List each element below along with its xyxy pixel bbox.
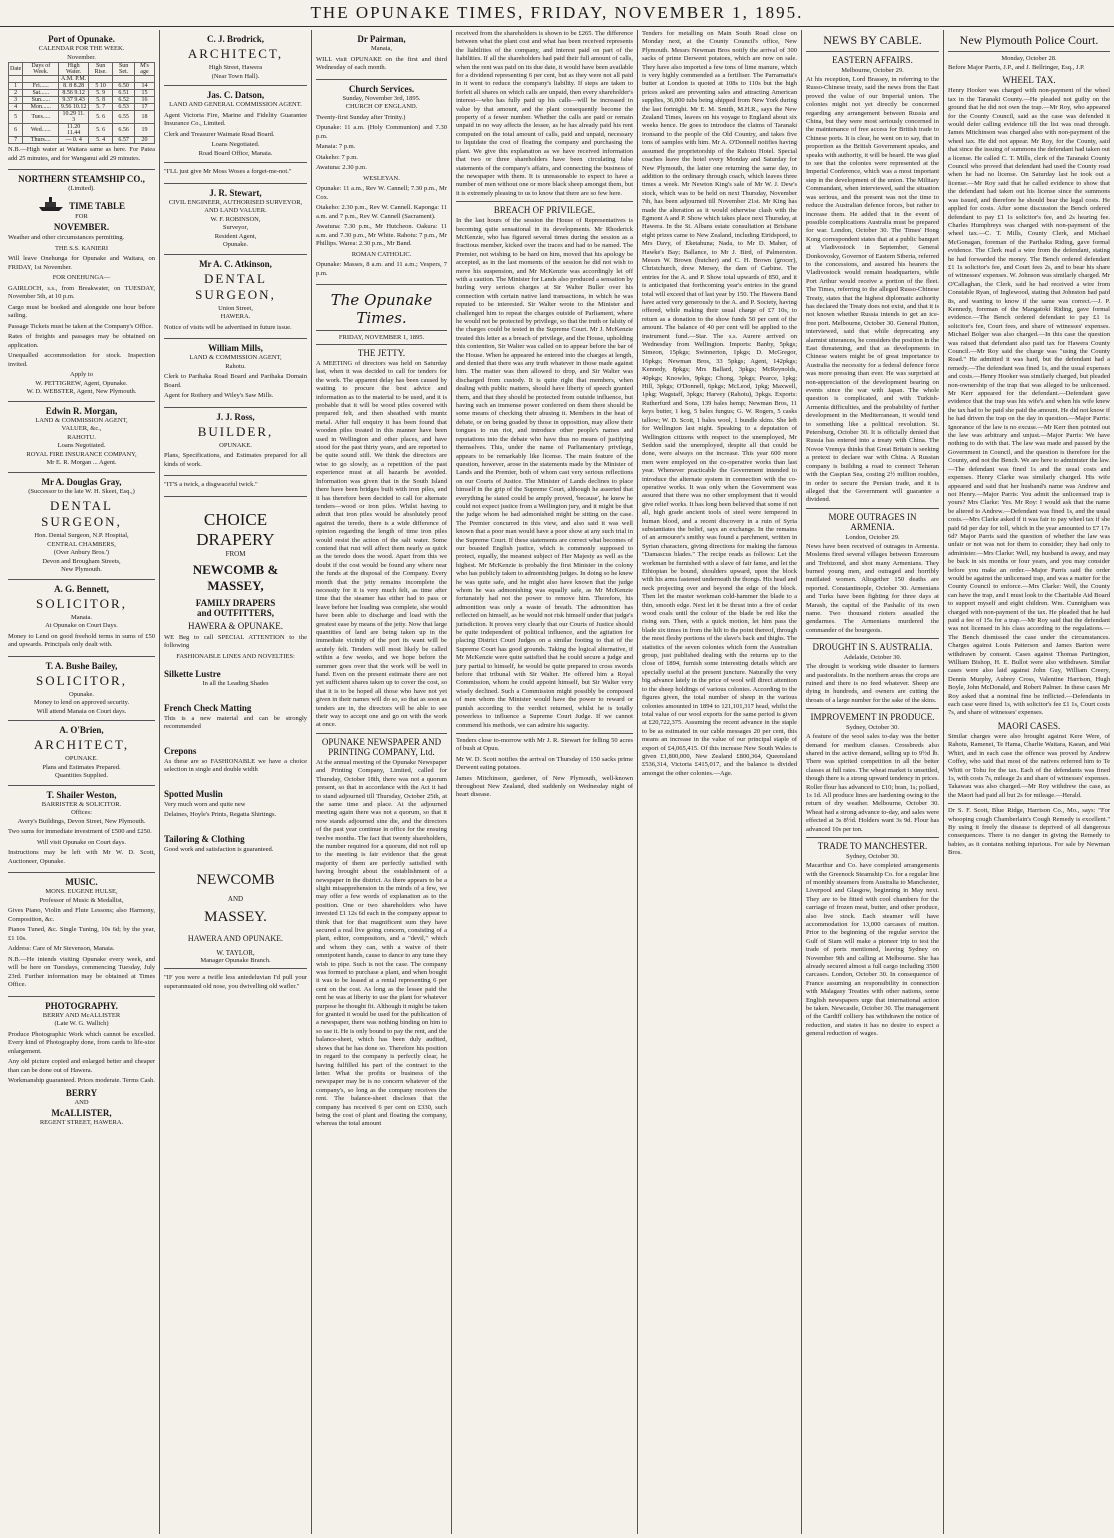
calendar-cell: 17 <box>134 104 154 111</box>
ad-line: HAWERA. <box>220 313 251 320</box>
armenia-title: MORE OUTRAGES IN ARMENIA. <box>828 511 917 532</box>
calendar-cell: 6.55 <box>113 111 135 124</box>
calendar-header: Date <box>9 63 23 76</box>
dateline: Sydney, October 30. <box>845 853 899 861</box>
ad-line: W. F. ROBINSON, <box>210 215 261 223</box>
calendar-cell: 5. 8 <box>88 97 112 104</box>
calendar-cell: 20 <box>134 137 154 144</box>
divider <box>316 344 447 345</box>
calendar-cell: Sat...... <box>23 90 59 97</box>
breach-article: In the last hours of the session the House of Representatives is becoming quite sensational in its developments. Mr Rhoderick McKenzie, who has figured several times during the session as a fractious member, kicked over the traces and had to be named. The Premier, not wishing to be hard on him, moved that his apology be accepted, as in the last moments of the session he did not wish to move his suspension, and Mr McKenzie was accordingly let off with a caution. The Minister for Lands also produced a sensation by hurling very serious charges at Sir Walter Buller over his connection with certain native land transactions, in which he was reputed to be interested. Sir Walter wrote to the Minister and challenged him to repeat the charges outside of Parliament, where he would not be protected by privilege, so that the truth or falsity of the charges could be tested in the Supreme Court. Mr J. McKenzie treated this letter as a breach of privilege, and the House, upholding this contention, Sir Walter was called on to appear before the bar of the House. When he appeared he entered into the charges at length, and denied that there was any truth whatever in those made against him. The matter was then allowed to drop, and Sir Walter was discharged from custody. It is quite right that members, when dealing with public matters, should have liberty of speech granted them, and that they should be protected from outside influence, but having such an immense power conferred on them there should be some means of checking their abusing it. Members in the heat of debate, or on being goaded by those in opposition, may allow their tongues to run riot, and introduce other people's names and reputations into the debate who have thus no means of justifying themselves. This, under the name of Parliamentary privilege, appears to be remarkably like license. The main feature of the question, however, arose in the statements made by the Minister of Lands and the Premier, both of whom cast very serious reflections on our Courts of Justice. The Minister of Lands declines to place himself in the grip of the Supreme Court, although he asserted that everything he stated could be amply proved, 'because', he knew he could not expect justice from a Wellington jury, and it might be that the judge whom he had admonished might be sitting on the case. The Premier concurred in this view, and also said it was well known that a poor man would have a poor show at any such trial in the Supreme Court. If these statements are correct what becomes of our boasted English justice, which is commonly supposed to protect, equally, the meanest subject of Her Majesty as well as the highest. Mr McKenzie is probably the first Minister in the colony who has publicly taken to admonishing judges. In doing so he knew he was quite safe, and he might also have known that the judge whom he was admonishing was equally safe, as Mr McKenzie fortunately had not the power to remove him. Therefore, his admonition was only a waste of breath. The admonition has reflected on himself, as he would not risk himself under that judge's jurisdiction. It proves very clearly that our Courts of Justice should be quite independent of political influence, and the agitation for placing District Court Judges on a similar footing to that of the Supreme Court has good grounds. Taking the logical alternative, if Mr McKenzie were quite satisfied that he could secure a judge and jury partial to himself, he would be quite prepared to cross swords before that tribunal with Sir Walter. He offered him a Royal Commission, whom he could appoint himself, but Sir Walter very wisely declined. Such a Commission might possibly be composed of men whom the Minister would have the power to reward or punish according to the verdict returned, whilst he is totally powerless to influence a Supreme Court Judge. If we cannot commend his methods, we can admire his sagacity. <box>456 217 633 729</box>
table-row <box>9 137 155 144</box>
local-news: Tenders for metalling on Main South Road close on Monday next, at the County Council's office, New Plymouth. Messrs Newman Bros notify the arrival of 300 sacks of prime Derwent potatoes, which are now on sale. They have also imported a few tons of lime manure, which is very highly commended as a fertiliser. The Parramatta's butter at London is quoted at 108s to 110s but the high prices asked are preventing sales and attracting American supplies, 36,000 tubs being shipped from New York during the last fortnight. Mr E. M. Smith, M.H.R., says the New Zealand Times, leaves on his voyage to England about six weeks hence. He goes to introduce the claims of Taranaki ironsand to the people of the Old Country, and takes five tons of samples with him. Mr A. O'Donnell notifies having assumed the proprietorship of the Rahotu Hotel. Special coaches leave the hotel every Monday and Saturday for New Plymouth, the latter one returning the same day, in addition to the ordinary through coach, which leaves three times a week. Mr Newton King's sale of Mr W. J. Dew's stock, which was to be held on next Thursday, November 7th, has been adjourned till November 21st. Mr King has made the alteration as it would otherwise clash with the Egmont A and P. Show which takes place next Thursday, at Hawera. In the St. Albans estate consultation at Brisbane eight prizes came to New Zealand, including Eiridspord, to Mrs Davy, of Eketahuna; Nada, to Mr D. Maher, of Hawke's Bay; Ballance, to Mr J. Bird, of Palmerston. Messrs W. Brown (butcher) and C. H. Brown (grocer), Christchurch, drew Mersey, the dam of Carbine. The entries for the A. and P. Show total upwards of 850, and it is anticipated that forthcoming year's entries in the grand total will exceed that of last year by 150. The Hawera Band have acted very generously to the A. and P. Society, having offered, while making their usual charge of £7 10s, to return as a donation to the show funds 50 per cent of the amount. The balance of 40 per cent will be applied to the instrument fund.—Star. The s.s. Aurere arrived on Wednesday from Wellington. Imports: Banby, 5pkgs; Simeon, 15pkgs; Swinnerton, 1pkgs; D. McGregor, 16pkgs; Newman Bros, 33 5pkgs; Agent, 142pkgs; Kennedy, 8pkgs; Mrs Ballard, 3pkgs; McReynolds, 40pkgs; Knowles, 9pkgs; Chong, 3pkgs; Pearce, 1pkg; Hill, 3pkgs; O'Donnell, 6pkgs; McLeod, 1pkg; Maxwell, 1pkg; Wagstaff, 3pkgs; Harvey (Rahotu), 3pkgs. Exports: Rutherfurd and Sons, 139 bales hemp; Newman Bros, 11 keys butter, 1 keg, 5 bales fungus; G. W. Rogers, 5 casks tallow; W. D. Scott, 1 bales wool, 1 bundle skins. She left for Wellington last night. Speaking to a deputation of Wellington citizens with respect to the unemployed, Mr Seddon said the unemployed, despite all that could be done, were always on the increase. This year 600 more men were employed on the co-operative works than last year. Whenever practicable the Government intended to introduce the alternate system in connection with the co-operative works. It was only when the Government was assured that there was no other employment that it would give relief works. It has long been believed that some if not all, high grade ancient tools of steel were tempered in human blood, and a recent discovery in a ruin of Syria substantiates the belief, says an exchange. In the remains of an armourer's smithy was found a parchment, written in Syrian characters, giving directions for making the famous "Damascus blades." The recipe reads as follows: Let the workman be furnished with a slave of fair fame, and let the Ethiopian be bound, shoulders upward, upon the block with his arms fastened underneath the thongs. His head and neck projecting over and beyond the edge of the block. Then let the master workman cold-hammer the blade to a thin, smooth edge. Next let it be thrust into a fire of cedar wood coals until the colour of the blade be red like the rising sun. Then, with a quick motion, let him pass the blade six times in from the hilt to the point thereof, through the most fleshy portions of the slave's back and thighs. The statistics of the seven colonies which form the Australian group, just published dealing with the returns up to the close of 1894, furnish some interesting details which are specially useful at the present juncture. Naturally the very big advance lately in the price of wool will direct attention to the sheep holdings of various colonies. According to the figures given, the total number of sheep in the various colonies amounted in 1894 to 121,101,317 head, whilst the total value of our wool exports for the same period is given at £20,722,375. Assuming the recent advance in the staple to be as estimated in our cable messages 20 per cent, this means an increase in the value of our principal staple of export of £4,065,415. Of this increase New South Wales is given £1,800,000, New Zealand £800,364, Queensland £536,314, Victoria £415,017, and the balance is divided amongst the other colonies.—Age. <box>642 30 797 777</box>
nsc-line: Cargo must be booked and alongside one hour before sailing. <box>8 303 155 319</box>
calendar-cell: 11.20 11.44 <box>59 124 89 137</box>
divider <box>806 508 939 509</box>
bennett-ad <box>8 580 155 657</box>
column-7 <box>944 30 1114 1534</box>
ad-line: High Street, Hawera <box>208 64 263 71</box>
calendar-cell: 15 <box>134 90 154 97</box>
divider <box>806 638 939 639</box>
nsc-timetable: TIME TABLE <box>69 200 126 211</box>
newcomb-massey-ad <box>164 497 307 970</box>
ad-line: Professor of Music & Medallist, <box>39 896 124 904</box>
calendar-cell: 9.56 10.12 <box>59 104 89 111</box>
ad-line: McALLISTER, <box>51 1108 112 1118</box>
column-3 <box>312 30 452 1534</box>
ad-line: Very much worn and quite new <box>164 800 246 808</box>
calendar-cell: 16 <box>134 97 154 104</box>
steamship-icon <box>38 196 64 212</box>
calendar-cell: 8. 8 8.28 <box>59 83 89 90</box>
ad-line: Any old picture copied and enlarged better and cheaper than can be done out of Hawera. <box>8 1058 155 1074</box>
ad-line: "IF you were a twifle less antedeluvian I'd pull your superannuated old nose, you dwivelling old wafler." <box>164 974 307 990</box>
port-title: Port of Opunake. <box>48 34 115 44</box>
calendar-header: Sun Set. <box>113 63 135 76</box>
ad-line: Money to Lend on good freehold terms in sums of £50 and upwards. Principals only dealt with. <box>8 632 155 648</box>
ad-line: LAND & COMMISSION AGENT, <box>35 416 128 424</box>
ad-line: Crepons <box>164 745 197 756</box>
printing-company-continued: received from the shareholders is shown to be £265. The difference between what the plant cost and what has been received represents the liabilities of the company, and interest paid on part of the liabilities. If all the shareholders had paid their full amount of calls, when the rent was paid on its due date, it would have been available for a dividend representing 6 per cent, but as they were not all paid in it went to reduce the company's liability. If steps are taken to forfeit all shares on which calls are unpaid, then every shareholder's interest—who has fully paid up his calls—will be increased in value by that amount, and the plant consequently become the property of a fewer number. Whether the calls are paid or remain unpaid in no way affects the lessee, as he has already paid his rent computed on the total amount of calls, paid and unpaid, necessary to liquidate the cost of floating the company and purchasing the plant. We give this explanation as we have received information that two or three shareholders have been circulating false statements of the company's affairs, and connecting the business of the newspaper with them. It is unreasonable to expect to have a number of men without one or more black sheep amongst them, but it is extremely pleasing to us to know that there are so few here. <box>456 30 633 197</box>
ad-line: and OUTFITTERS, <box>196 607 275 618</box>
antedeluvian-notice <box>164 969 307 997</box>
dateline: Melbourne, October 29. <box>841 67 904 74</box>
column-5 <box>638 30 802 1534</box>
ad-line: Instructions may be left with Mr W. D. Scott, Auctioneer, Opunake. <box>8 849 155 865</box>
armenia-article: News have been received of outrages in Armenia. Moslems fired several villages between Erzeroum and Trebizond, and shot many Armenians. They burned young men, and outraged and horribly mutilated women. Altogether 150 deaths are reported. Constantinople, October 30. Armenians and Turks have been fighting for three days at Marash, the capital of the Pashalic of its own name. Two thousand rioters assailed the gendarmes. The Armenians murdered the commander of the bourgeois. <box>806 542 939 634</box>
bailey-ad <box>8 657 155 722</box>
ad-line: OPUNAKE. <box>219 441 252 449</box>
masthead-title: THE OPUNAKE TIMES, FRIDAY, NOVEMBER 1, 1895. <box>310 3 804 22</box>
ad-line: BARRISTER & SOLICITOR. <box>41 800 122 808</box>
ad-name: William Mills, <box>208 343 263 353</box>
produce-title: IMPROVEMENT IN PRODUCE. <box>810 712 935 723</box>
nsc-month: NOVEMBER. <box>53 222 110 232</box>
ad-line: ROYAL FIRE INSURANCE COMPANY, <box>26 450 137 458</box>
weston-ad <box>8 786 155 874</box>
ad-line: "I'LL just give Mr Moss Woses a forget-me-not." <box>164 168 292 175</box>
ad-line: (Over Anbury Bros.') <box>53 549 110 556</box>
local-note: James Mitchinson, gardener, of New Plymouth, well-known throughout New Zealand, died suddenly on Wednesday night of heart disease. <box>456 774 633 799</box>
ad-line: Devon and Brougham Streets, <box>42 557 121 565</box>
calendar-cell: Thurs.... <box>23 137 59 144</box>
ad-line: Hon. Dental Surgeon, N.P. Hospital, <box>34 532 129 539</box>
table-row <box>9 83 155 90</box>
table-row <box>9 97 155 104</box>
ad-line: Money to lend on approved security. <box>33 699 130 706</box>
ad-line: W. TAYLOR, <box>216 949 255 957</box>
calendar-cell: 18 <box>134 111 154 124</box>
ad-line: NEWCOMB <box>196 872 275 888</box>
ad-line: Pianos Tuned, &c. Single Tuning, 10s 6d; by the year, £1 10s. <box>8 926 155 942</box>
ad-line: Clerk to Parihaka Road Board and Parihaka Domain Board. <box>164 373 307 389</box>
nsc-line: GAIRLOCH, s.s., from Breakwater, on TUESDAY, November 5th, at 10 p.m. <box>8 284 155 300</box>
ad-name: Jas. C. Datson, <box>206 90 265 100</box>
ad-line: Offices: <box>71 809 92 816</box>
ad-line: WILL visit OPUNAKE on the first and third Wednesday of each month. <box>316 55 447 71</box>
ad-line: This is a new material and can be strongly recommended <box>164 714 307 730</box>
calendar-title: CALENDAR FOR THE WEEK. <box>38 45 125 52</box>
ad-name: T. A. Bushe Bailey, <box>45 660 118 671</box>
calendar-note: N.B.—High water at Waitara same as here. For Patea add 25 minutes, and for Wanganui add 29 minutes. <box>8 146 155 162</box>
drought-title: DROUGHT IN S. AUSTRALIA. <box>812 642 933 653</box>
ad-line: BERRY AND McALLISTER <box>42 1011 121 1019</box>
northern-steamship-ad <box>8 170 155 402</box>
ad-line: Manaia: 7 p.m. <box>316 143 356 150</box>
ad-line: Otakeho: 2.30 p.m., Rev W. Cannell. Kaponga: 11 a.m. and 7 p.m., Rev W. Cannell (Sacrament). <box>316 204 447 220</box>
maori-cases-article: Similar charges were also brought against Kere Were, of Rahotu, Ramenei, Te Hama, Charlie Waitara, Kaean, and Wai Whiri, and in each case the offence was proved by Andrew Coffey, who said that most of the natives referred him to Te Whiti or Tohu for the tax. Each of the defendants was fined 1s, with costs 7s, mileage 2s and share of witnesses' expenses. Takawau was also charged.—Mr Roy withdrew the case, as the Maori had paid all but 2s for mileage.—Herald. <box>948 732 1110 799</box>
column-1 <box>4 30 160 1534</box>
ad-line: Mr E. R. Morgan ... Agent. <box>46 459 117 466</box>
calendar-cell: 19 <box>134 124 154 137</box>
ad-line: Manager Opunake Branch. <box>200 957 271 964</box>
newspaper-nameplate: The Opunake Times. <box>330 291 433 327</box>
ship-row <box>8 194 155 213</box>
calendar-cell: 6.51 <box>113 90 135 97</box>
jetty-title: THE JETTY. <box>357 348 406 358</box>
ad-line: Road Board Office, Manaia. <box>198 149 273 157</box>
calendar-cell: 5. 6 <box>88 124 112 137</box>
ad-line: Silkette Lustre <box>164 669 221 679</box>
ad-line: DENTAL SURGEON, <box>41 498 122 529</box>
calendar-cell: 6.53 <box>113 104 135 111</box>
ad-line: AND <box>74 1098 89 1106</box>
church-services <box>316 80 447 286</box>
calendar-table <box>8 62 155 144</box>
ad-line: Twenty-first Sunday after Trinity.) <box>316 113 406 121</box>
ad-line: Manaia, <box>370 45 393 52</box>
ad-line: Good work and satisfaction is guaranteed. <box>164 845 274 853</box>
ad-line: LAND & COMMISSION AGENT, <box>189 354 282 361</box>
calendar-cell: 2 <box>9 90 23 97</box>
nsc-line: W. D. WEBSTER, Agent, New Plymouth. <box>26 388 137 395</box>
ad-name: A. G. Bennett, <box>54 583 109 594</box>
eastern-affairs-title: EASTERN AFFAIRS. <box>832 55 913 65</box>
divider <box>316 330 447 331</box>
calendar-cell: 10.29 11. 3 <box>59 111 89 124</box>
ad-name: PHOTOGRAPHY. <box>45 1000 118 1011</box>
ad-line: Agent Victoria Fire, Marine and Fidelity Guarantee Insurance Co., Limited. <box>164 111 307 127</box>
calendar-cell: 5. 9 <box>88 90 112 97</box>
calendar-cell: — 0. 4 <box>59 137 89 144</box>
dateline: Sydney, October 30. <box>845 724 899 732</box>
ad-name: C. J. Brodrick, <box>206 34 265 44</box>
nsc-line: FOR ONEHUNGA— <box>52 274 111 281</box>
ad-line: ARCHITECT, <box>187 46 284 61</box>
ad-line: CHOICE <box>203 509 268 529</box>
ad-line: LAND AND GENERAL COMMISSION AGENT. <box>169 101 302 108</box>
ad-name: Mr A. C. Atkinson, <box>199 258 272 269</box>
ad-line: SOLICITOR, <box>36 595 127 611</box>
table-row <box>9 104 155 111</box>
nsc-for: FOR <box>75 212 88 220</box>
ad-line: (Successor to the late W. H. Skeet, Esq.,) <box>28 487 135 495</box>
ad-line: Clerk and Treasurer Waimate Road Board. <box>164 130 275 138</box>
calendar-subheader <box>113 76 135 83</box>
ad-line: AND <box>227 895 244 903</box>
calendar-cell: 5 <box>9 111 23 124</box>
ad-line: Manaia. <box>70 613 93 621</box>
news-by-cable-title: NEWS BY CABLE. <box>823 33 922 47</box>
calendar-subheader <box>23 76 59 83</box>
ad-name: Edwin R. Morgan, <box>45 405 118 416</box>
ad-line: MONS. EUGENE HULSE, <box>45 888 118 895</box>
datson-ad <box>164 86 307 163</box>
bench-line: Before Major Parris, J.P., and J. Bellringer, Esq., J.P. <box>948 64 1085 71</box>
calendar-cell: 6.56 <box>113 124 135 137</box>
nsc-line: Passage Tickets must be taken at the Company's Office. <box>8 322 153 330</box>
ad-line: Will attend Manaia on Court days. <box>36 707 127 715</box>
calendar-month: November. <box>67 53 96 61</box>
ad-line: Notice of visits will be advertised in future issue. <box>164 323 292 331</box>
ad-name: T. Shailer Weston, <box>46 789 117 800</box>
calendar-header: M's age <box>134 63 154 76</box>
printing-company-title: OPUNAKE NEWSPAPER AND PRINTING COMPANY, Ltd. <box>321 736 442 757</box>
ad-line: Opunake: Masses, 8 a.m. and 11 a.m.; Vespers, 7 p.m. <box>316 261 447 277</box>
divider <box>806 837 939 838</box>
table-row <box>9 124 155 137</box>
divider <box>806 51 939 52</box>
calendar-cell: 14 <box>134 83 154 90</box>
ad-line: BERRY <box>65 1087 98 1098</box>
calendar-subheader <box>88 76 112 83</box>
ad-line: Opunake. <box>222 241 249 248</box>
stewart-ad <box>164 184 307 255</box>
ad-line: Spotted Muslin <box>164 788 223 799</box>
ad-line: Plans, Specifications, and Estimates prepared for all kinds of work. <box>164 452 307 468</box>
dateline: London, October 29. <box>845 533 900 541</box>
ad-line: CENTRAL CHAMBERS, <box>47 540 116 548</box>
ad-line: DRAPERY <box>196 529 275 549</box>
wheel-tax-title: WHEEL TAX. <box>1002 75 1056 86</box>
wheel-tax-article: Henry Hooker was charged with non-payment of the wheel tax in the Taranaki County.—He pleaded not guilty on the ground that he did not own the trap.—Mr Roy, who appeared for the County Council, said as the case was defended it would defer calling evidence till the list was read through. James Mitchinson was charged also with non-payment of the wheel tax. He did not appear. Mr Roy, for the County, said that since the issuing of summons the defendant had taken out a license. He called C. T. Mills, clerk of the Taranaki County Council who proved that defendant had used the County road when he had no license. On Saturday last he took out a license.—Mr Roy said that he called evidence to show that the defendant had taken out his license since the summons was issued, and therefore he should bear the legal costs. He applied for costs. After some discussion the Bench ordered defendant to pay £1 1s solicitor's fee, and 2s hearing fee. Charles Humphreys was charged with non-payment of the wheel tax.—C. T. Mills, County Clerk, and Michael McGonagan, foreman of the Parihaka Riding, gave formal evidence. The Clerk read a wire from the defendant, stating he had forwarded the money. The Bench ordered defendant £1 1s solicitor's fee, and Court fees 2s, and to bear his share of witnesses' expenses. W. Johnson was similarly charged. Mr O'Callaghan, the Clerk, said he had received a wire from Constable Ryan, of Inglewood, stating that Johnston had paid 8s, and wanting to know if the same was correct.—J. P. Kennedy, foreman of the Mangatoki Riding, gave formal evidence.—The Bench ordered defendant to pay £1 1s solicitor's fee, Court fees, and share of witnesses' expenses. Michael Bolger was also charged.—In this case the question was raised that defendant also paid tax for Hawera County Council.—Mr Roy said the charge was "using the County Road." He admitted it was hard, but the defendant had a remedy.—The defendant was fined 1s, and the usual expenses and costs.—Henry Hooker was similarly charged, but pleaded non-ownership of the trap that was alleged to be unlicensed. Mr Kerr appeared for the defendant.—Defendant gave evidence that the trap was his wife's and when his wife knew the tax had to be paid she paid the amount. He did not know if he had driven the trap on the day in question.—Major Parris: Ignorance of the law is no excuse.—Mr Kerr then pointed out the law was arbitrary and unjust.—Major Parris: We have nothing to do with that. The law was made and passed by the Government in Council, and the question is therefore for the County, and not the Bench. We are here to administer the law.—The defendant was fined 1s and the usual costs and expenses. Henry Clarke was similarly charged. His wife appeared and said that her husband's name was Andrew and not Henry.—Major Parris: You admit the unlicensed trap is yours? Mrs Clarke: Yes. Mr Roy: I would ask that the name be altered to Andrew.—Defendant was fined 1s, and the usual costs.—Mrs Clarke asked if it was fair to pay wheel tax if she paid 6d per day for toll, which in the year amounted to £7 17s 6d? Major Parris said the question of whether the law was unfair or not was not for them to consider; they had only to administer.—Mrs Clarke: Well, my husband is away, and may be back in six months or four years, and you may consider before you make an order.—Major Parris said the order would be against the unlicensed trap, and was a matter for the County Council to enforce.—Mrs Clarke: Well, the County can have the trap, and I must look to the Charitable Aid Board to support myself and eight children. Wm. Cunnigham was charged with non-payment of the tax. He pleaded that he had paid a fee of 15s for a trap.—Mr Roy said that the defendant was not licensed in his class according to the regulations.—The Bench dismissed the case under the circumstances. Charges against Louis Patterson and James Barton were withdrawn by consent. Cases against Thomas Partington, William Bishop, H. E. Bullot were also withdrawn. Similar cases were also laid against John Guy, William Creery, Dennis Murphy, Aubrey Cross, Valentine Harrison, Hugh Boyle, John McDonald, and Robert Palmer. In these cases Mr Roy asked that a nominal fine be inflicted.—Defendants in each case were fined 1s, with solicitor's fee £1 1s, Court costs 7s, and share of witnesses' expenses. <box>948 87 1110 717</box>
ad-line: Tailoring & Clothing <box>164 833 245 844</box>
nsc-line: Rates of freights and passages may be obtained on application. <box>8 333 155 349</box>
port-calendar <box>8 30 155 170</box>
ad-line: VALUER, &c., <box>61 425 102 432</box>
ad-line: (Near Town Hall). <box>211 72 260 80</box>
ad-name: Dr Pairman, <box>357 34 406 44</box>
calendar-header: Sun Rise. <box>88 63 112 76</box>
atkinson-ad <box>164 255 307 340</box>
local-note: Mr W. D. Scott notifies the arrival on Thursday of 150 sacks prime Derwent eating potatoes. <box>456 755 633 772</box>
ad-line: Loans Negotiated. <box>57 442 106 449</box>
column-6 <box>802 30 944 1534</box>
calendar-cell: 6.50 <box>113 83 135 90</box>
ad-line: SOLICITOR, <box>36 672 127 688</box>
breach-title: BREACH OF PRIVILEGE. <box>493 205 596 216</box>
calendar-subheader <box>134 76 154 83</box>
dateline: Adelaide, October 30. <box>843 654 902 662</box>
ad-line: Will visit Opunake on Court days. <box>37 838 126 846</box>
nsc-line: W. PETTIGREW, Agent, Opunake. <box>35 379 128 387</box>
nsc-title: NORTHERN STEAMSHIP CO., <box>18 174 145 184</box>
ad-line: N.B.—He intends visiting Opunake every week, and will be here on Tuesdays, commencing Tuesday, July 23rd. Further information may be obtained at Times Office. <box>8 955 155 988</box>
ad-line: Opunake: 11 a.m. (Holy Communion) and 7.30 p.m. <box>316 124 447 140</box>
local-note: Tenders close to-morrow with Mr J. R. Stewart for felling 50 acres of bush at Opuu. <box>456 736 633 753</box>
calendar-cell: 6 <box>9 124 23 137</box>
ad-line: In all the Leading Shades <box>202 680 269 687</box>
ad-line: BUILDER, <box>197 423 274 439</box>
ad-line: Avery's Buildings, Devon Street, New Plymouth. <box>17 817 146 825</box>
ad-line: Two sums for immediate investment of £500 and £250. <box>8 828 152 835</box>
ad-line: MASSEY. <box>204 909 267 925</box>
masthead <box>0 0 1114 27</box>
ad-line: Rahotu. <box>225 362 246 370</box>
ad-line: HAWERA AND OPUNAKE. <box>187 934 284 943</box>
calendar-cell: Fri...... <box>23 83 59 90</box>
ad-line: Surveyor, <box>222 224 249 231</box>
calendar-cell: 5. 6 <box>88 111 112 124</box>
police-court-title: New Plymouth Police Court. <box>959 33 1099 47</box>
eastern-affairs-article: At his reception, Lord Brassey, in referring to the Russo-Chinese treaty, said the news from the East proved the value of our Imperial union. The colonies might not yet directly be concerned regarding any arrangement between Russia and China, but they were most seriously concerned in the maintenance of free access for British trade to Chinese ports. It is clear, he went on to say, that in proportion as the British Government speaks, and speaks with authority, it will be heard. He was glad to see that the colonies were represented at the Imperial Conference, which was a most important step in the development of the union. The Military Commandant, when interviewed, said the situation was serious, and the present was not the time to reduce the Australian defence forces, but rather to increase them. He added that in the event of possible complications Australia must be prepared for war. London, October 30. The Times' Hong Kong correspondent states that at a public banquet at Vladivostock in September, General Donkovosky, Governor of Eastern Siberia, referred to the concessions, and assured his hearers the Vladivostock would remain headquarters, while Port Arthur would receive a portion of the fleet. The Times, referring to the alleged Russo-Chinese Treaty, states that the highest diplomatic authority has declared the Treaty does not exist, and that it is not known whether Russia intends to get an ice-free port. Melbourne, October 30. General Hutton, interviewed, said that while deprecating any alarmist utterances, he considers the position in the East threatening, and that as developments in Chinese waters might be of great importance to Australia the necessity for a federal defence force was more pressing than ever. He was surprised at non-appreciation of the development bearing on events since the war with Japan. The whole question is complicated, and with Turkish-Armenia difficulties, and the probability of further development in the Mediterranean, it would tend to something like a political revolution. St. Petersburg, October 30. It is officially denied that Russia has entered into a treaty with China. The Novoe Vremya thinks that Great Britain is seeking a pretext to declare war with China. A Russian company is building a road to connect Teheran with the Caspian Sea, costing 2½ million roubles, in order to secure the Persian trade, and it is alleged that the Government will guarantee a dividend. <box>806 76 939 504</box>
nsc-line: Weather and other circumstances permitting. <box>8 234 125 241</box>
nsc-limited: (Limited). <box>68 185 95 192</box>
photography-ad <box>8 997 155 1132</box>
divider <box>316 733 447 734</box>
maori-cases-title: MAORI CASES. <box>997 720 1061 731</box>
calendar-cell: 3 <box>9 97 23 104</box>
moss-notice <box>164 163 307 184</box>
ad-line: ROMAN CATHOLIC. <box>351 250 412 258</box>
brodrick-ad <box>164 30 307 86</box>
drought-article: The drought is working wide disaster to farmers and pastoralists. In the northern areas the crops are ruined and there is no feed whatever. Sheep are dying in hundreds, and owners are cutting the throats of a large number for the sake of the skins. <box>806 663 939 704</box>
ad-line: Loans Negotiated. <box>211 141 260 148</box>
divider <box>456 201 633 202</box>
column-4 <box>452 30 638 1534</box>
pairman-ad <box>316 30 447 80</box>
ad-line: Otakeho: 7 p.m. <box>316 153 358 161</box>
calendar-subheader <box>9 76 23 83</box>
ad-name: MUSIC. <box>65 877 98 887</box>
ad-line: Quantities Supplied. <box>54 772 109 779</box>
mills-ad <box>164 339 307 408</box>
ad-line: WESLEYAN. <box>363 174 400 182</box>
ad-line: HAWERA & OPUNAKE. <box>187 620 284 631</box>
ad-line: FROM <box>225 549 246 558</box>
table-row <box>9 111 155 124</box>
ad-name: J. R. Stewart, <box>209 187 262 198</box>
calendar-cell: Mon...... <box>23 104 59 111</box>
ad-line: FASHIONABLE LINES AND NOVELTIES: <box>176 652 295 660</box>
ad-line: RAHOTU. <box>67 433 96 441</box>
manchester-article: Macarthur and Co. have completed arrangements with the Greenock Steamship Co. for a regular line of monthly steamers from Australia to Manchester, Liverpool and Glasgow, beginning in May next. They are to be fitted with cool chambers for the carriage of frozen meat, butter, and other produce, also live stock. Each steamer will have accommodation for 13,000 carcases of mutton. Prior to the beginning of the regular service the Gulf of Siam will make a pioneer trip to test the trade of ports mentioned, leaving Sydney on November 9th and calling at Melbourne. She has already secured almost a full cargo including 3500 carcases. London, October 30. In consequence of France assuming an responsibility in connection with Malagasy Treaties with other nations, some English newspapers urge that international action be taken. Newcastle, October 30. The management of the Cardiff colliery has withdrawn the notice of reduction, and states it has no desire to expect a general reduction of wages. <box>806 862 939 1038</box>
calendar-cell: 4 <box>9 104 23 111</box>
calendar-cell: 7 <box>9 137 23 144</box>
ad-line: Opunake. <box>68 690 95 698</box>
nsc-line: Unequalled accommodation for stock. Inspection invited. <box>8 352 155 368</box>
calendar-cell: 6.57 <box>113 137 135 144</box>
manchester-title: TRADE TO MANCHESTER. <box>817 841 928 852</box>
ad-line: NEWCOMB & MASSEY, <box>192 561 279 593</box>
section-title: Church Services. <box>348 83 415 94</box>
ad-line: Address: Care of Mr Stevenson, Manaia. <box>8 945 115 952</box>
ad-line: Delaines, Hoyle's Prints, Regatta Shirtings. <box>164 811 277 818</box>
ad-line: REGENT STREET, HAWERA. <box>39 1119 124 1126</box>
ad-line: WE Beg to call SPECIAL ATTENTION to the following <box>164 633 307 649</box>
ad-line: Awatuna: 2.30 p.m. <box>316 164 367 171</box>
obrien-ad <box>8 721 155 786</box>
calendar-cell: 5. 7 <box>88 104 112 111</box>
calendar-cell: 5. 4 <box>88 137 112 144</box>
calendar-cell: Tues..... <box>23 111 59 124</box>
calendar-cell: 6.52 <box>113 97 135 104</box>
produce-article: A feature of the wool sales to-day was the better demand for medium classes. Crossbreds also shared in the active demand, selling up to 9½d lb. There was spirited competition in all the better classes at full rates. The wheat market is unsettled, though there is a strong upward tendency in prices. Roller flour has advanced to £10; bran, 1s; pollard, 1s 1d. All produce lines are hardening owing to the return of dry weather. Melbourne, October 30. Wheat had a strong advance to-day, and sales were effected at 3s 8½d. Holders want 3s 9d. Flour has advanced 10s per ton. <box>806 733 939 833</box>
nsc-line: Apply to <box>70 371 93 378</box>
ad-line: Union Street, <box>218 304 253 312</box>
divider <box>948 51 1110 52</box>
ad-line: Produce Photographic Work which cannot be excelled. Every kind of Photography done, from cards to life-size enlargement. <box>8 1030 155 1055</box>
ad-line: Opunake: 11 a.m., Rev W. Cannell; 7.30 p.m., Mr Cox. <box>316 185 447 201</box>
dateline: Monday, October 28. <box>1001 55 1057 62</box>
column-2 <box>160 30 312 1534</box>
ad-line: Resident Agent, <box>214 232 257 240</box>
ross-ad <box>164 408 307 477</box>
ad-line: Agent for Rothery and Wiley's Saw Mills. <box>164 392 274 399</box>
calendar-cell: 8.56 9.12 <box>59 90 89 97</box>
ad-line: "IT'S a twick, a disgwaceful twick." <box>164 481 258 488</box>
nsc-line: THE S.S. KANIERI <box>54 244 109 252</box>
calendar-cell: Sun...... <box>23 97 59 104</box>
ad-line: Plans and Estimates Prepared. <box>42 763 121 771</box>
ad-name: Mr A. Douglas Gray, <box>41 476 122 487</box>
calendar-cell: Wed...... <box>23 124 59 137</box>
ad-name: J. J. Ross, <box>216 411 255 422</box>
nsc-line: Will leave Onehunga for Opunake and Waitara, on FRIDAY, 1st November. <box>8 255 155 271</box>
ad-line: Awatuna: 7.30 p.m., Mr Hutcheon. Oakura: 11 a.m. and 7.30 p.m., Mr White. Rahotu: 7 p.m., Mr Phillips. Warea: 2.30 p.m., Mr Band. <box>316 223 447 247</box>
issue-date: FRIDAY, NOVEMBER 1, 1895. <box>338 334 425 341</box>
divider <box>456 733 633 734</box>
gray-ad <box>8 473 155 580</box>
calendar-cell: 1 <box>9 83 23 90</box>
ad-name: A. O'Brien, <box>59 725 104 735</box>
ad-line: Sunday, November 3rd, 1895. <box>342 94 421 102</box>
jetty-article: A MEETING of directors was held on Saturday last, when it was decided to call for tenders for the work. The apparent delay has been caused by waiting to procure the best advice and information as to the material to be used, and it is probable that it will be wood piles covered with prepared felt, and then sheathed with muntz metal. After full enquiry it has been found that wooden piles treated in this manner have been used in Wellington and other places, and have stood for the past thirty years, and are reported to be quite sound still. We think the directors are wise to go slowly, as a repetition of the past experience must at all hazards be avoided. Information was given that in the South Island there have been bridges built with iron piles, and it has therefore been decided to call for alternate tenders—wood or iron piles. Whilst having to admit that iron piles would be absolutely proof against the teredo, there is a wide difference of opinion regarding the length of time iron piles would resist the action of the salt water. Some contend that rust will affect them nearly as quick as the teredo does the wood. Apart from this we doubt if the cost would be found any where near the funds at the disposal of the Company. Every month that the jetty remains incomplete the necessity for it is very much felt, as time after time that the steamer has either had to pass or leave before her loading was complete, she would have been able to discharge and load with the greatest ease by means of the jetty. Now that large quantities of land are being taken up in the immediate vicinity of the port its want will be acutely felt. Tenders will most likely be called within a few weeks, and we hope before the summer goes over that the work will be well in hand. Even on the present estimate there are not yet sufficient shares taken up to cover the cost, so that it is to be hoped all those who have not yet given in their names will do so, so that as soon as tenders are in, the directors will be able to see their way to accept one and go on with the work at once. <box>316 360 447 729</box>
music-ad <box>8 873 155 997</box>
divider <box>806 708 939 709</box>
ad-line: As these are so FASHIONABLE we have a choice selection in single and double width <box>164 757 307 773</box>
table-row <box>9 90 155 97</box>
calendar-header: High Water. <box>59 63 89 76</box>
calendar-cell: 9.37 9.43 <box>59 97 89 104</box>
ad-line: ARCHITECT, <box>33 737 130 752</box>
calendar-header: Days of Week. <box>23 63 59 76</box>
ad-line: Workmanship guaranteed. Prices moderate. Terms Cash. <box>8 1077 155 1084</box>
ad-line: FAMILY DRAPERS <box>195 597 276 608</box>
ad-line: CHURCH OF ENGLAND. <box>345 103 418 110</box>
ad-line: At Opunake on Court Days. <box>45 622 118 629</box>
ad-line: OPUNAKE. <box>65 755 98 762</box>
morgan-ad <box>8 402 155 473</box>
calendar-cell: 5 10 <box>88 83 112 90</box>
ad-line: New Plymouth. <box>61 566 102 573</box>
ad-line: French Check Matting <box>164 702 252 713</box>
ad-line: Gives Piano, Violin and Flute Lessons; also Harmony, Composition, &c. <box>8 907 155 923</box>
ad-line: DENTAL SURGEON, <box>195 270 276 302</box>
ad-line: (Late W. G. Wallich) <box>54 1020 109 1027</box>
printing-company-article: At the annual meeting of the Opunake Newspaper and Printing Company, Limited, called for Thursday, October 18th, there was not a quorum present, so that in accordance with the Act it had to stand adjourned till Thursday, October 25th, at the same time and place. At the adjourned meeting again there was not a quorum, so that it now stands adjourned sine die, and the directors of the past year continue in office for the ensuing twelve months. The fact that twenty shareholders, the number required for a quorum, did not roll up to the meeting is fair evidence that the great majority of them are perfectly satisfied with having brought about the establishment of a newspaper in the district. As there appears to be a slight misapprehension in the minds of a few, we may offer a few words of explanation as to the position. One or two shareholders who have invested £1 12s 6d each in the company appear to think that for that magnificent sum they have secured a real live going concern, consisting of a plant, editor, compositors, and a "devil," which and whom they can, with a waive of their omnipotent hands, cause to dance to any tune they wish to pipe. Such is not the case. The company was formed to purchase a plant, and when bought it was to be leased at a rental representing 6 per cent on the cost. As long as the lessee paid the rent he was at liberty to use the plant for whatever purpose he thought fit. Although it might be taken for granted it would be used for the publication of a newspaper, there was nothing binding on him to so use it. He is only bound to pay the rent, and the balance-sheet, which has been duly audited, shows that he has done so. Therefore his position in regard to the company is perfectly clear, he having fulfilled his part of the contract to the letter. What the profits or business of the newspaper may be is no concern whatever of the company's, so long as the company receives the rent. The balance-sheet discloses that the company has received 6 per cent on £330, such being the cost of plant and floating the company, whereas the total amount <box>316 758 447 1128</box>
divider <box>948 803 1110 804</box>
ad-line: CIVIL ENGINEER, AUTHORISED SURVEYOR, AND LAND VALUER. <box>168 198 303 214</box>
calendar-subheader: A.M. P.M. <box>59 76 89 83</box>
cough-remedy-ad: Dr S. F. Scott, Blue Ridge, Harrison Co., Mo., says: "For whooping cough Chamberlain's Cough Remedy is excellent." By using it freely the disease is deprived of all dangerous consequences. There is no danger in giving the Remedy to babies, as it contains nothing injurious. For sale by Newman Bros. <box>948 807 1110 857</box>
twick-notice <box>164 476 307 497</box>
